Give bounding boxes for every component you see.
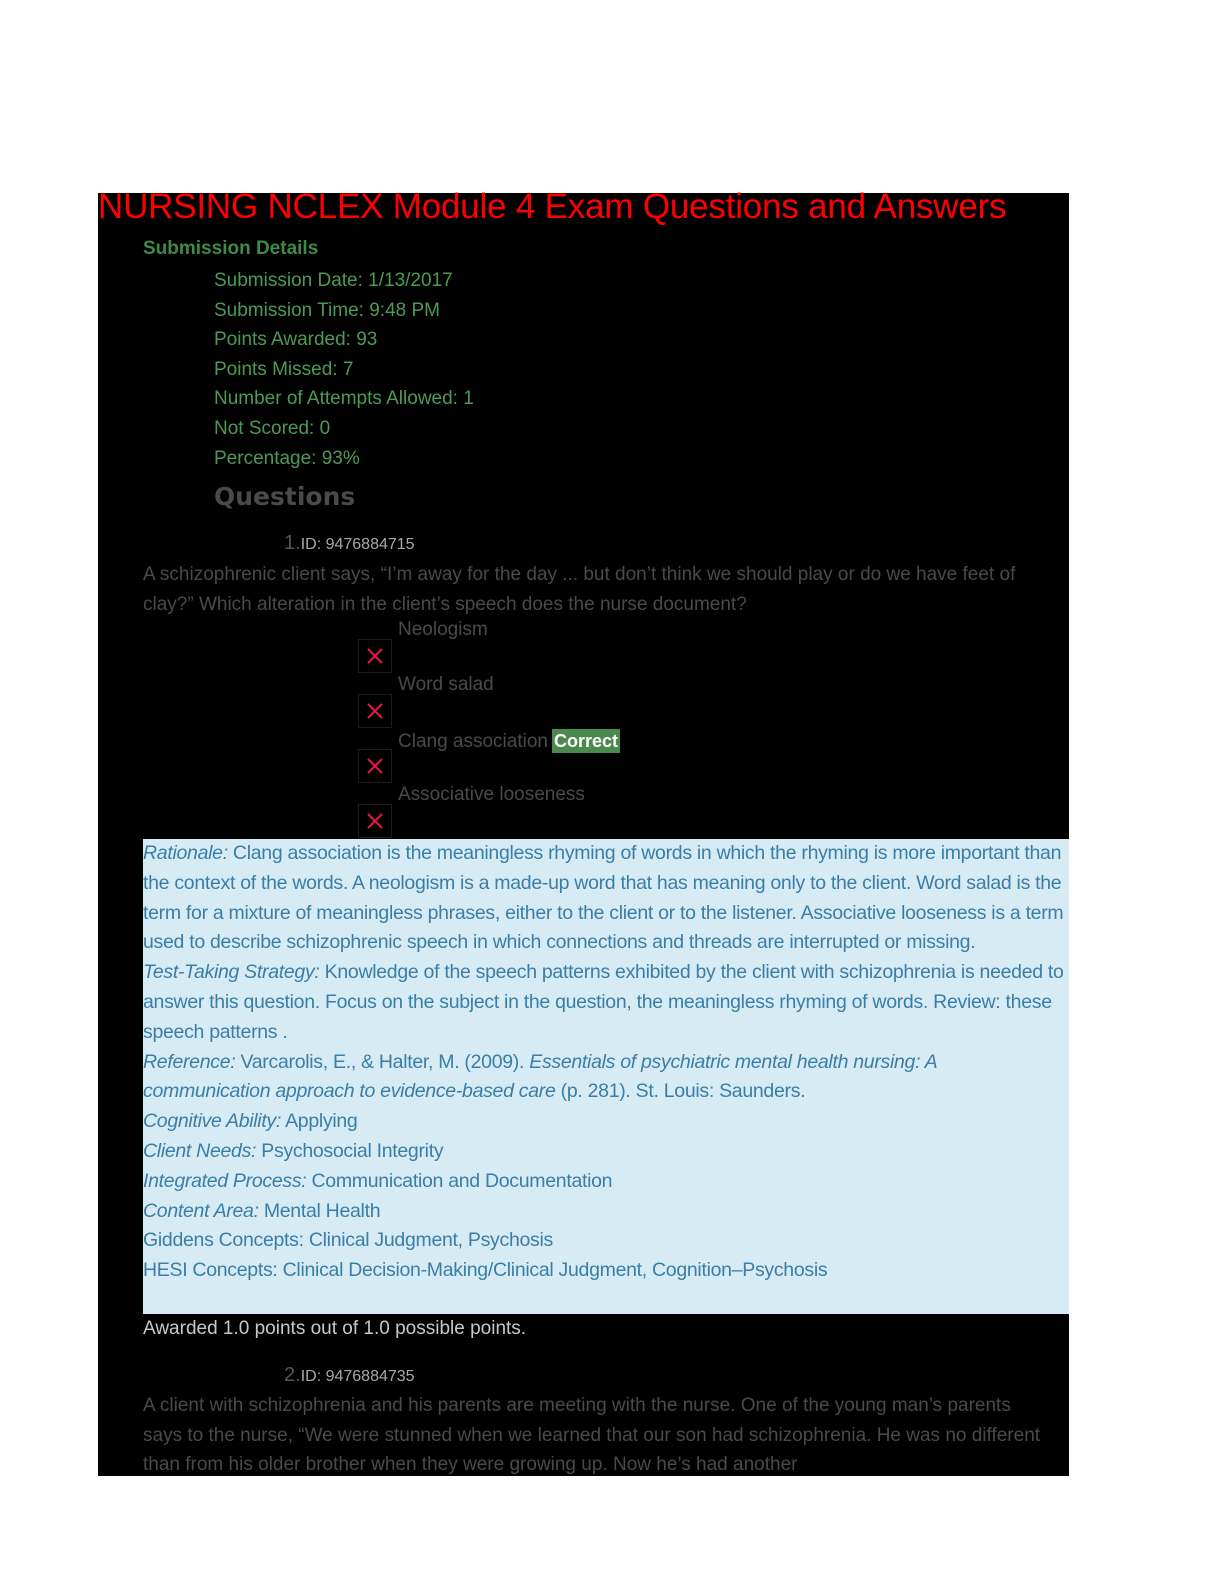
process-text: Communication and Documentation (306, 1169, 613, 1192)
client-needs-label: Client Needs: (143, 1139, 257, 1162)
submission-date: Submission Date: 1/13/2017 (214, 270, 453, 291)
submission-time: Submission Time: 9:48 PM (214, 299, 440, 321)
awarded-points: Awarded 1.0 points out of 1.0 possible points. (143, 1318, 527, 1339)
option-label: Clang association (398, 731, 548, 752)
x-mark-icon (366, 757, 384, 775)
integrated-process (143, 1167, 1069, 1197)
option-3-status (358, 749, 392, 783)
not-scored: Not Scored: 0 (214, 417, 331, 439)
x-mark-icon (366, 647, 384, 665)
rationale-label: Rationale: (143, 842, 228, 864)
x-mark-icon (366, 812, 384, 830)
process-label: Integrated Process: (143, 1169, 307, 1192)
content-text: Mental Health (258, 1199, 381, 1222)
submission-details-list (214, 266, 474, 473)
percentage: Percentage: 93% (214, 447, 360, 469)
question-number: 1. (284, 532, 301, 554)
giddens-concepts: Giddens Concepts: Clinical Judgment, Psychosis (143, 1229, 553, 1252)
document-title: NURSING NCLEX Module 4 Exam Questions and Answers (98, 187, 1007, 226)
rationale-text: Clang association is the meaningless rhyming of words in which the rhyming is more important than the context of the words. A neologism is a made-up word that has meaning only to the client. Word salad is the term for a mixture of meaningless phrases, either to the client or to the listener. Associative looseness is a term used to describe schizophrenic speech in which connections and threads are interrupted or missing. (143, 842, 1064, 954)
question-number: 2. (284, 1364, 301, 1386)
rationale-panel (143, 839, 1069, 1314)
reference-tail: (p. 281). St. Louis: Saunders. (555, 1080, 806, 1103)
question-id: ID: 9476884715 (300, 536, 415, 553)
cognitive-ability (143, 1107, 1069, 1137)
correct-badge: Correct (553, 731, 619, 751)
question-id: ID: 9476884735 (300, 1368, 415, 1385)
question-1-text: A schizophrenic client says, “I’m away for the day ... but don’t think we should play or do we have feet of clay?” Which alteration in the client’s speech does the nurse document? (143, 564, 1016, 615)
question-2-header (284, 1364, 415, 1387)
option-associative-looseness[interactable]: Associative looseness (398, 784, 585, 805)
cognitive-text: Applying (281, 1110, 358, 1133)
option-2-status (358, 694, 392, 728)
option-word-salad[interactable]: Word salad (398, 674, 494, 695)
reference-label: Reference: (143, 1050, 236, 1073)
option-4-status (358, 804, 392, 838)
content-label: Content Area: (143, 1199, 259, 1222)
content-area (143, 1197, 1069, 1227)
option-neologism[interactable]: Neologism (398, 619, 488, 640)
attempts-allowed: Number of Attempts Allowed: 1 (214, 388, 474, 410)
questions-heading: Questions (214, 482, 356, 511)
rationale-paragraph (143, 839, 1069, 958)
cognitive-label: Cognitive Ability: (143, 1110, 282, 1133)
client-needs-text: Psychosocial Integrity (256, 1139, 444, 1162)
reference-paragraph (143, 1048, 1069, 1108)
option-1-status (358, 639, 392, 673)
option-clang-association[interactable] (398, 729, 620, 753)
strategy-paragraph (143, 958, 1069, 1047)
client-needs (143, 1137, 1069, 1167)
strategy-text: Knowledge of the speech patterns exhibited by the client with schizophrenia is needed to answer this question. Focus on the subject in the question, the meaningless rhyming of words. Review: these speech patterns . (143, 961, 1064, 1043)
points-awarded: Points Awarded: 93 (214, 329, 378, 351)
submission-details-heading: Submission Details (143, 238, 319, 259)
points-missed: Points Missed: 7 (214, 358, 354, 380)
strategy-label: Test-Taking Strategy: (143, 961, 320, 984)
question-2-text: A client with schizophrenia and his parents are meeting with the nurse. One of the young man’s parents says to the nurse, “We were stunned when we learned that our son had schizophrenia. He was no different than from his older brother when they were growing up. Now he’s had another (143, 1395, 1041, 1476)
reference-title: Essentials of psychiatric mental health nursing: A communication approach to evidence-based care (143, 1050, 937, 1103)
reference-authors: Varcarolis, E., & Halter, M. (2009). (235, 1050, 530, 1073)
x-mark-icon (366, 702, 384, 720)
hesi-concepts: HESI Concepts: Clinical Decision-Making/Clinical Judgment, Cognition–Psychosis (143, 1259, 828, 1282)
question-1-header (284, 532, 415, 555)
